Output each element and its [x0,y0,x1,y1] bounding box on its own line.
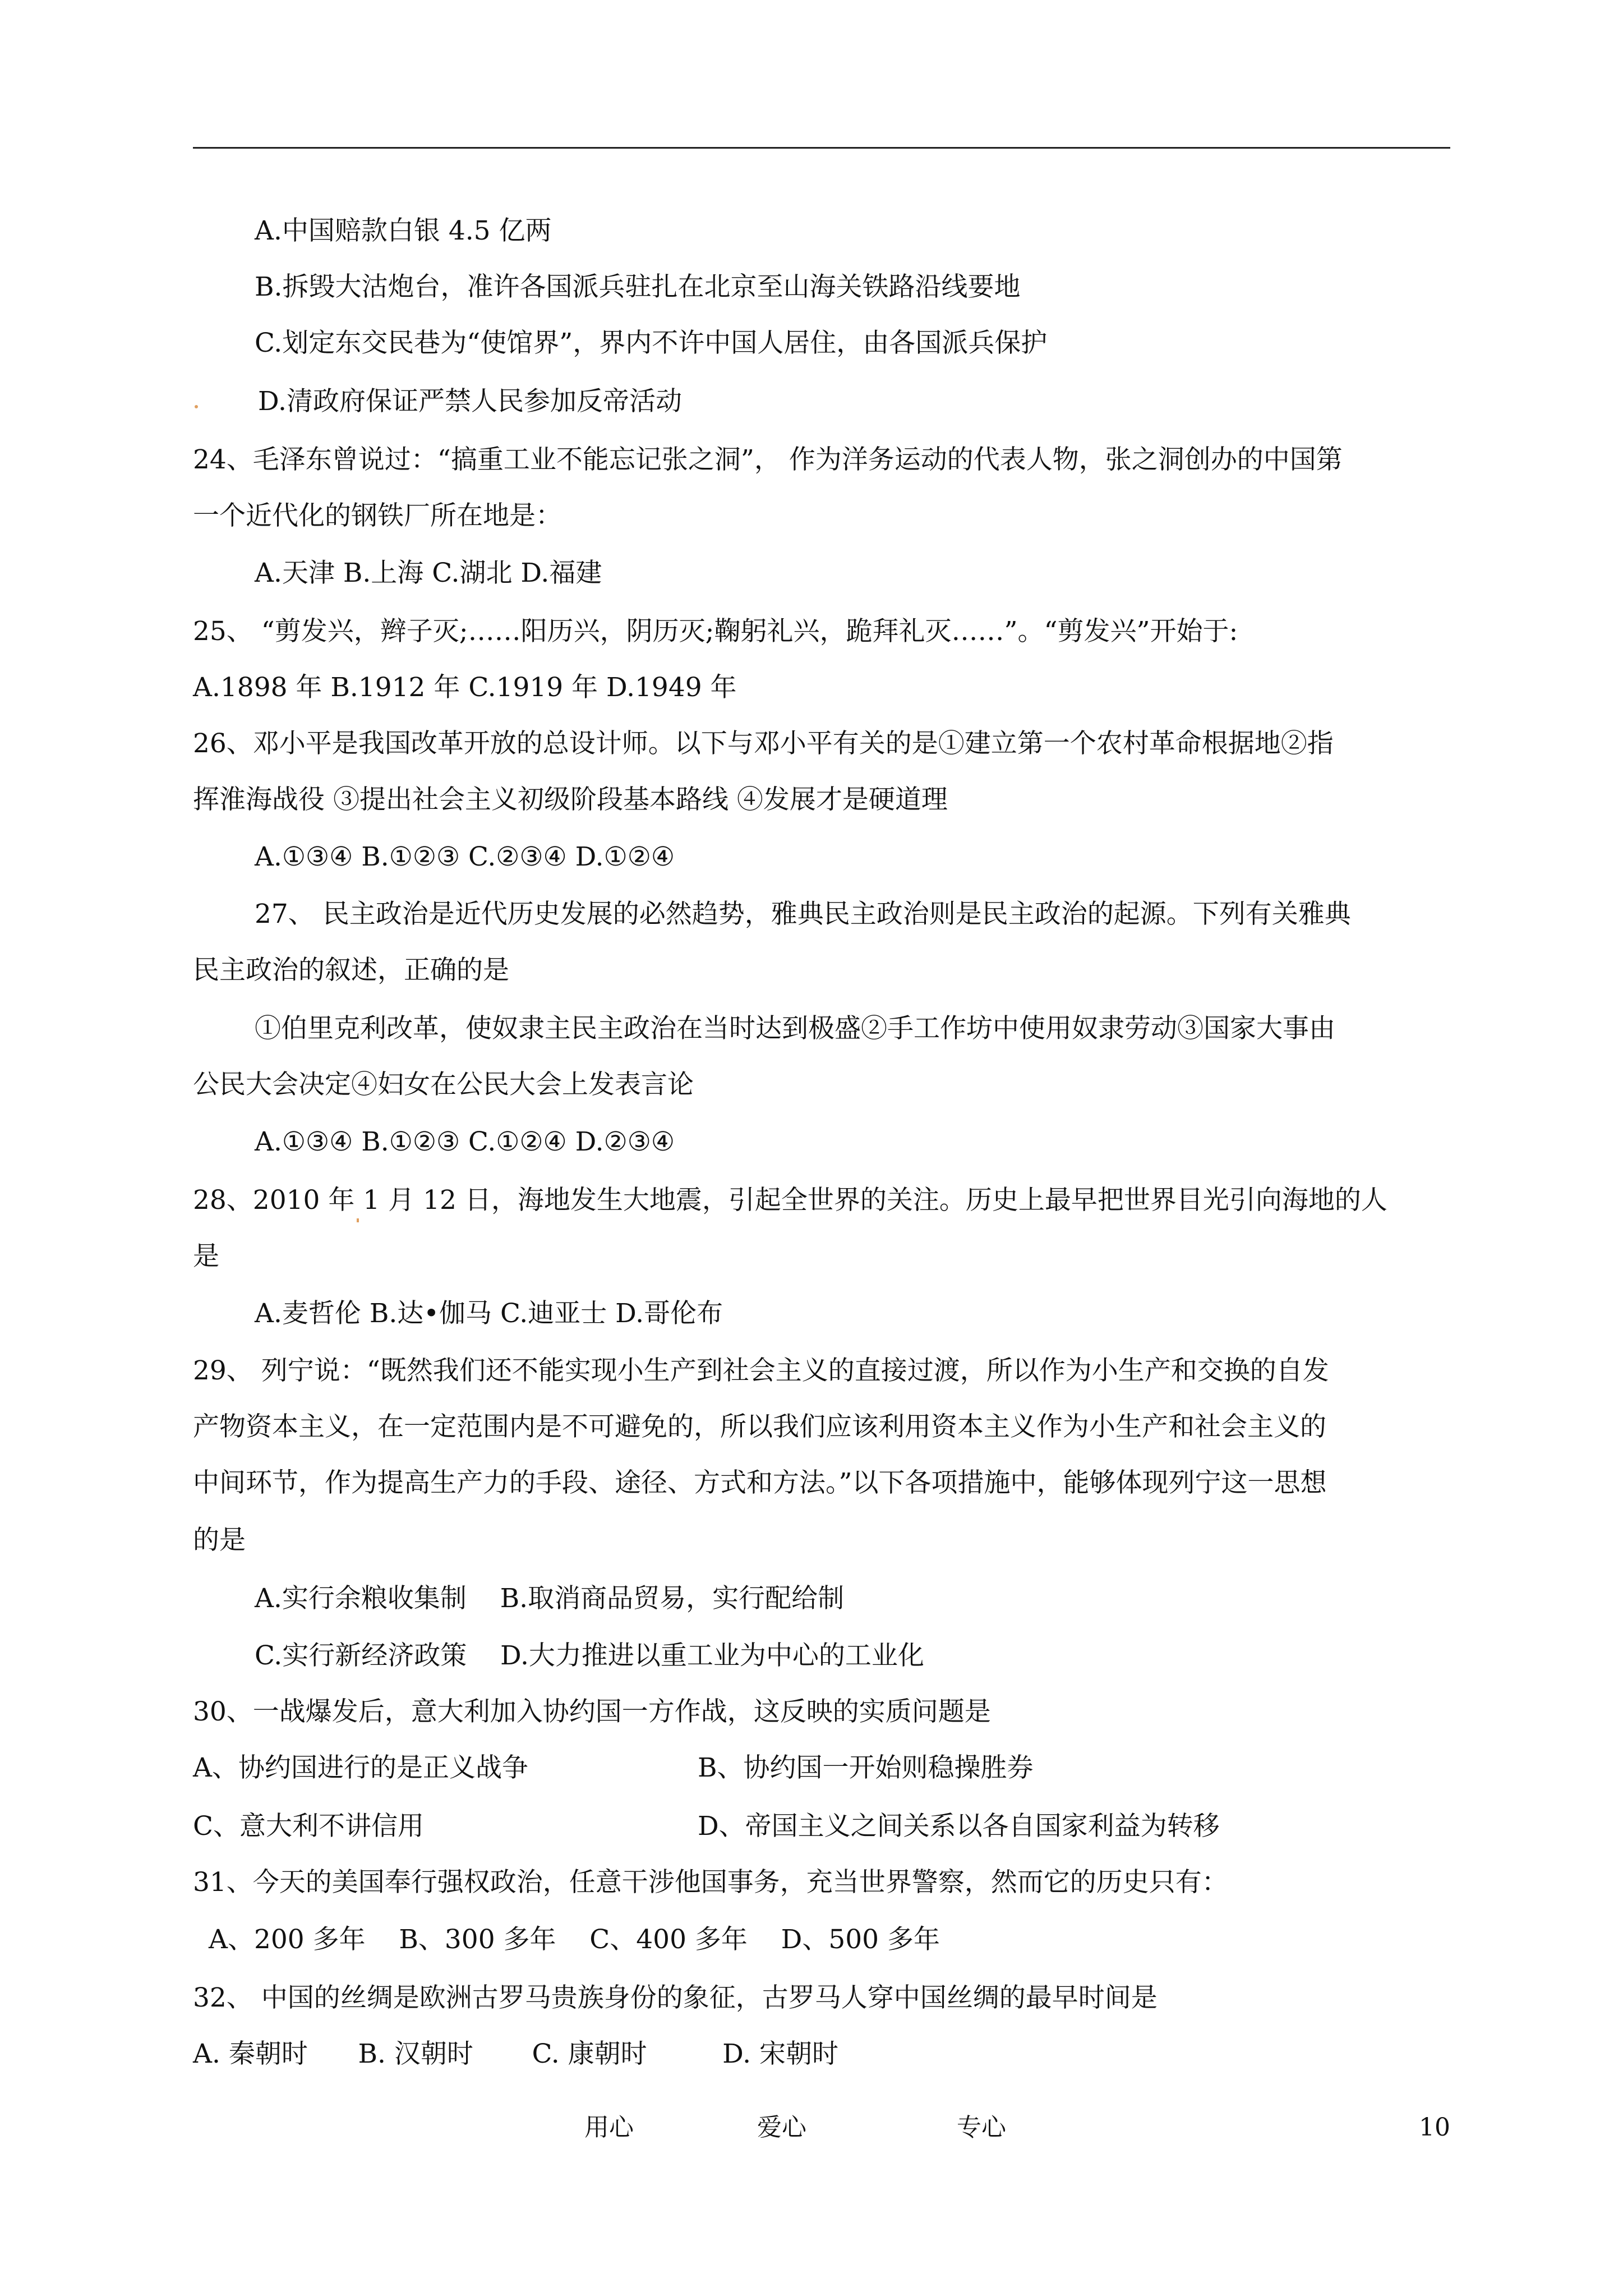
footer-left: 用心 [584,2113,634,2142]
page-number: 10 [1419,2113,1450,2142]
option-c: C.划定东交民巷为“使馆界”，界内不许中国人居住，由各国派兵保护 [255,328,1048,358]
question-28-cont: 是 [193,1241,219,1272]
question-30-option-d: D、帝国主义之间关系以各自国家利益为转移 [698,1811,1220,1842]
option-b: B.拆毁大沽炮台，准许各国派兵驻扎在北京至山海关铁路沿线要地 [255,272,1021,302]
question-24-cont: 一个近代化的钢铁厂所在地是： [193,500,562,531]
question-25: 25、 “剪发兴，辫子灭;……阳历兴，阴历灭;鞠躬礼兴，跪拜礼灭……”。“剪发兴”开始于: [193,616,1238,647]
question-27-items-cont: 公民大会决定④妇女在公民大会上发表言论 [193,1069,694,1100]
option-d: D.清政府保证严禁人民参加反帝活动 [258,386,682,417]
question-27-options: A.①③④ B.①②③ C.①②④ D.②③④ [255,1126,675,1157]
stray-mark [195,405,198,408]
question-28-options: A.麦哲伦 B.达•伽马 C.迪亚士 D.哥伦布 [255,1298,723,1329]
header-rule [193,147,1450,149]
question-26-cont: 挥淮海战役 ③提出社会主义初级阶段基本路线 ④发展才是硬道理 [193,784,948,815]
question-29-cont: 产物资本主义，在一定范围内是不可避免的，所以我们应该利用资本主义作为小生产和社会主义的 [193,1411,1326,1442]
question-27-items: ①伯里克利改革，使奴隶主民主政治在当时达到极盛②手工作坊中使用奴隶劳动③国家大事由 [255,1013,1335,1044]
question-31: 31、今天的美国奉行强权政治，任意干涉他国事务，充当世界警察，然而它的历史只有： [193,1867,1228,1898]
option-a: A.中国赔款白银 4.5 亿两 [255,215,552,246]
question-29: 29、 列宁说：“既然我们还不能实现小生产到社会主义的直接过渡，所以作为小生产和交换的自发 [193,1355,1329,1386]
footer-right: 专心 [957,2113,1006,2142]
question-27: 27、 民主政治是近代历史发展的必然趋势，雅典民主政治则是民主政治的起源。下列有关雅典 [255,899,1351,930]
question-30: 30、一战爆发后，意大利加入协约国一方作战，这反映的实质问题是 [193,1696,991,1727]
question-29-options-ab: A.实行余粮收集制 B.取消商品贸易，实行配给制 [255,1583,845,1614]
question-30-option-c: C、意大利不讲信用 [193,1811,424,1842]
question-26-options: A.①③④ B.①②③ C.②③④ D.①②④ [255,841,675,872]
question-32: 32、 中国的丝绸是欧洲古罗马贵族身份的象征，古罗马人穿中国丝绸的最早时间是 [193,1982,1158,2013]
question-30-option-a: A、协约国进行的是正义战争 [193,1752,528,1783]
question-29-cont: 的是 [193,1525,246,1556]
question-26: 26、邓小平是我国改革开放的总设计师。以下与邓小平有关的是①建立第一个农村革命根据地②指 [193,728,1334,759]
question-25-options: A.1898 年 B.1912 年 C.1919 年 D.1949 年 [193,672,737,703]
question-24: 24、毛泽东曾说过：“搞重工业不能忘记张之洞”， 作为洋务运动的代表人物，张之洞创办的中国第 [193,444,1343,475]
question-29-cont: 中间环节，作为提高生产力的手段、途径、方式和方法。”以下各项措施中，能够体现列宁这一思想 [193,1467,1327,1498]
question-24-options: A.天津 B.上海 C.湖北 D.福建 [255,558,602,588]
question-28: 28、2010 年 1 月 12 日，海地发生大地震，引起全世界的关注。历史上最早把世界目光引向海地的人 [193,1185,1387,1216]
question-29-options-cd: C.实行新经济政策 D.大力推进以重工业为中心的工业化 [255,1640,924,1671]
stray-mark [357,1218,359,1222]
question-32-options: A. 秦朝时 B. 汉朝时 C. 康朝时 D. 宋朝时 [193,2039,838,2069]
footer-middle: 爱心 [757,2113,806,2142]
question-31-options: A、200 多年 B、300 多年 C、400 多年 D、500 多年 [209,1924,940,1955]
question-30-option-b: B、协约国一开始则稳操胜券 [698,1752,1034,1783]
question-27-cont: 民主政治的叙述，正确的是 [193,955,509,986]
